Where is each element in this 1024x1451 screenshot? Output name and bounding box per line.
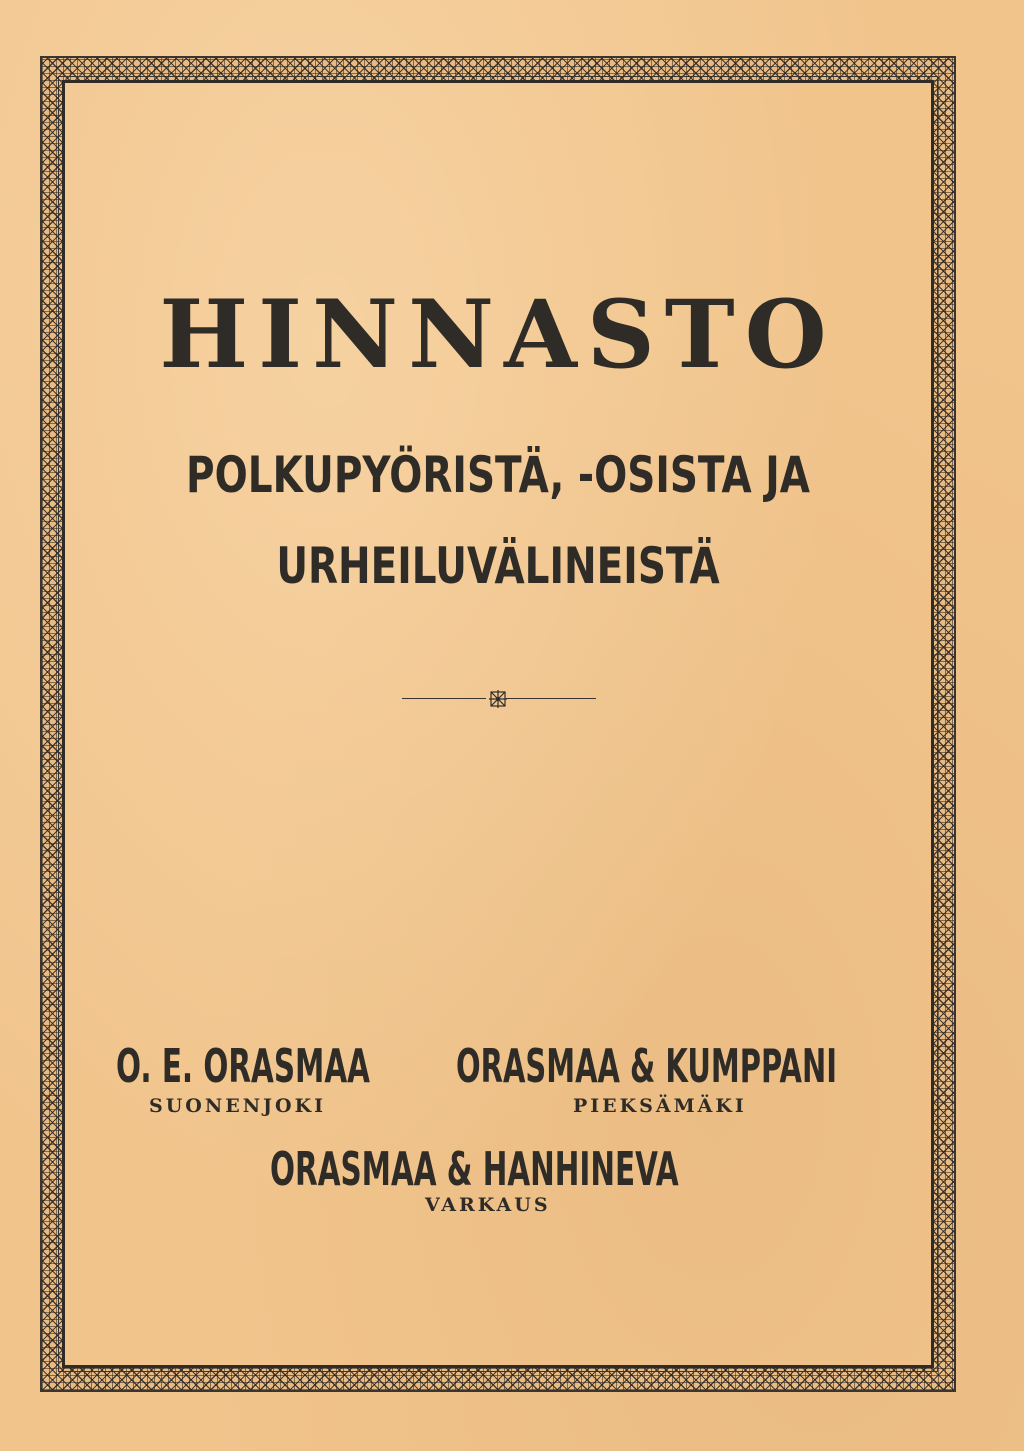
page-title: HINNASTO [159,280,837,390]
company-name-orasmaa-kumppani: ORASMAA & KUMPPANI [456,1039,838,1093]
company-name-orasmaa-hanhineva: ORASMAA & HANHINEVA [270,1142,679,1196]
company-location-pieksamaki: PIEKSÄMÄKI [573,1095,747,1117]
ornamental-divider [402,688,596,710]
divider-line-right [506,698,596,699]
subtitle-line-1: POLKUPYÖRISTÄ, -OSISTA JA [186,446,810,504]
divider-line-left [402,698,486,699]
company-location-varkaus: VARKAUS [425,1194,551,1216]
subtitle-line-2: URHEILUVÄLINEISTÄ [276,537,720,595]
company-name-orasmaa: O. E. ORASMAA [116,1039,370,1093]
company-location-suonenjoki: SUONENJOKI [149,1095,326,1117]
star-ornament-icon [489,690,507,708]
